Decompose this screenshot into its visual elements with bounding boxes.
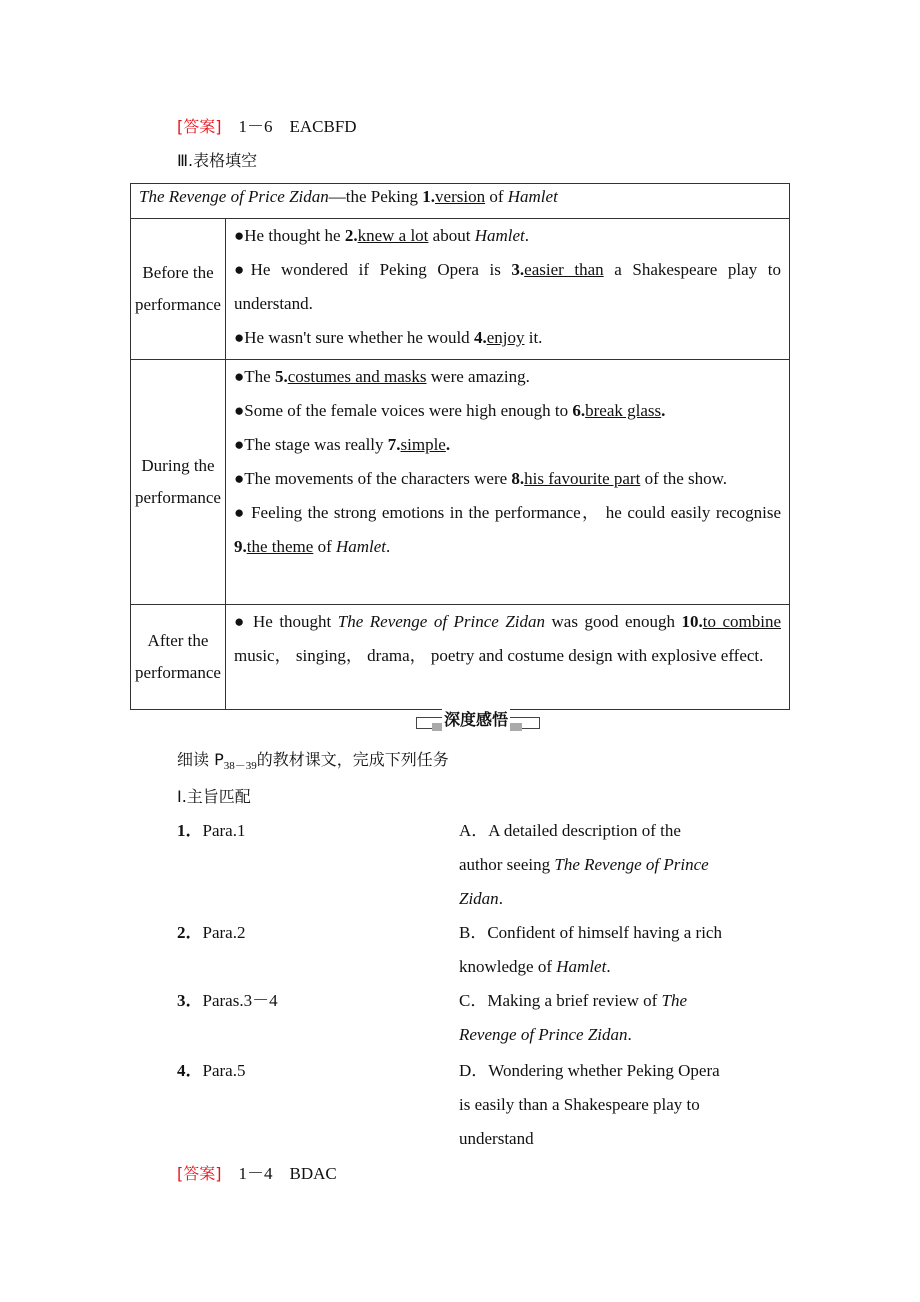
- bullet-item: [234, 394, 781, 428]
- answer-value: BDAC: [289, 1164, 337, 1183]
- table-header-row: [131, 184, 790, 219]
- text-segment: music， singing， drama， poetry and costume design with explosive effect.: [234, 646, 764, 665]
- row-label: Before the performance: [131, 219, 226, 360]
- answer-tag: [答案]: [177, 1164, 222, 1183]
- paragraph-item: [177, 814, 245, 848]
- text-segment: ●He thought he: [234, 226, 345, 245]
- answer-line-2: [177, 1159, 337, 1184]
- text-segment: simple: [400, 435, 446, 454]
- text-segment: The Revenge of Price Zidan: [139, 187, 329, 206]
- table-row: [131, 360, 790, 605]
- text-segment: ● Feeling the strong emotions in the performance， he could easily recognise: [234, 503, 781, 522]
- item-text: Para.2: [202, 923, 246, 942]
- instruction-sub: 38－39: [223, 760, 257, 773]
- text-segment: .: [524, 226, 529, 245]
- text-segment: A．A detailed description of the: [459, 821, 681, 840]
- text-segment: about: [428, 226, 475, 245]
- table-row: [131, 605, 790, 710]
- text-segment: Revenge of Prince Zidan: [459, 1025, 628, 1044]
- fill-in-table: [130, 183, 790, 710]
- summary-option: [459, 916, 722, 984]
- bullet-item: [234, 321, 781, 355]
- answer-range: 1－4: [238, 1164, 273, 1183]
- row-content: [226, 360, 790, 605]
- text-segment: knew a lot: [357, 226, 429, 245]
- text-segment: The: [661, 991, 688, 1010]
- answer-range: 1－6: [238, 117, 273, 136]
- paragraph-item: [177, 916, 245, 950]
- text-segment: .: [606, 957, 611, 976]
- option-line: [459, 950, 722, 984]
- banner-title: 深度感悟: [444, 710, 509, 729]
- text-segment: enjoy: [486, 328, 525, 347]
- text-segment: understand: [459, 1129, 534, 1148]
- text-segment: ●The: [234, 367, 275, 386]
- answer-tag: [答案]: [177, 117, 222, 136]
- item-text: Para.1: [202, 821, 246, 840]
- section-title-matching: Ⅰ.主旨匹配: [177, 787, 251, 806]
- text-segment: 10.: [681, 612, 703, 631]
- summary-option: [459, 984, 687, 1052]
- text-segment: is easily than a Shakespeare play to: [459, 1095, 700, 1114]
- option-line: [459, 984, 687, 1018]
- bullet-item: [234, 253, 781, 321]
- text-segment: costumes and masks: [287, 367, 427, 386]
- item-number: 4．: [177, 1061, 203, 1080]
- text-segment: Hamlet: [556, 957, 607, 976]
- text-segment: 6.: [572, 401, 586, 420]
- item-text: Para.5: [202, 1061, 246, 1080]
- option-line: [459, 814, 709, 848]
- answer-line-1: [177, 112, 357, 137]
- text-segment: of: [313, 537, 336, 556]
- bullet-item: [234, 428, 781, 462]
- text-segment: of: [485, 187, 508, 206]
- text-segment: .: [386, 537, 391, 556]
- row-label: After the performance: [131, 605, 226, 710]
- text-segment: Hamlet: [474, 226, 525, 245]
- bullet-item: [234, 462, 781, 496]
- text-segment: .: [627, 1025, 632, 1044]
- text-segment: of the show.: [640, 469, 728, 488]
- option-line: [459, 1088, 720, 1122]
- text-segment: .: [661, 401, 666, 420]
- text-segment: 2.: [344, 226, 358, 245]
- instruction-post: 的教材课文，完成下列任务: [256, 750, 449, 769]
- text-segment: to combine: [702, 612, 782, 631]
- section-title-table-fill: Ⅲ.表格填空: [177, 151, 258, 170]
- text-segment: 5.: [274, 367, 288, 386]
- text-segment: it.: [524, 328, 543, 347]
- text-segment: a Shakespeare play to understand.: [234, 260, 781, 313]
- row-content: [226, 219, 790, 360]
- text-segment: 9.: [234, 537, 247, 556]
- text-segment: ●The stage was really: [234, 435, 388, 454]
- bullet-item: [234, 219, 781, 253]
- text-segment: C．Making a brief review of: [459, 991, 662, 1010]
- summary-option: [459, 814, 709, 916]
- text-segment: 3.: [511, 260, 525, 279]
- text-segment: ● He thought: [234, 612, 338, 631]
- text-segment: .: [445, 435, 451, 454]
- text-segment: ●He wasn't sure whether he would: [234, 328, 474, 347]
- text-segment: author seeing: [459, 855, 555, 874]
- text-segment: D．Wondering whether Peking Opera: [459, 1061, 720, 1080]
- text-segment: 4.: [473, 328, 487, 347]
- bullet-item: [234, 496, 781, 564]
- option-line: [459, 1122, 720, 1156]
- text-segment: ●Some of the female voices were high enough to: [234, 401, 573, 420]
- text-segment: Hamlet: [335, 537, 387, 556]
- text-segment: were amazing.: [426, 367, 530, 386]
- text-segment: the theme: [246, 537, 314, 556]
- text-segment: 1.: [422, 187, 436, 206]
- option-line: [459, 1018, 687, 1052]
- item-number: 1．: [177, 821, 203, 840]
- text-segment: Zidan: [459, 889, 499, 908]
- instruction: [177, 747, 449, 773]
- text-segment: knowledge of: [459, 957, 557, 976]
- text-segment: ●He wondered if Peking Opera is: [234, 260, 512, 279]
- text-segment: 7.: [387, 435, 401, 454]
- option-line: [459, 882, 709, 916]
- text-segment: his favourite part: [524, 469, 641, 488]
- table-row: [131, 219, 790, 360]
- paragraph-item: [177, 1054, 245, 1088]
- text-segment: .: [498, 889, 503, 908]
- option-line: [459, 848, 709, 882]
- text-segment: —the Peking: [328, 187, 423, 206]
- summary-option: [459, 1054, 720, 1156]
- text-segment: Hamlet: [507, 187, 558, 206]
- item-number: 3．: [177, 991, 203, 1010]
- text-segment: The Revenge of Prince: [554, 855, 709, 874]
- text-segment: B．Confident of himself having a rich: [459, 923, 722, 942]
- text-segment: version: [435, 187, 486, 206]
- text-segment: ●The movements of the characters were: [234, 469, 512, 488]
- item-text: Paras.3－4: [202, 991, 278, 1010]
- text-segment: 8.: [511, 469, 525, 488]
- paragraph-item: [177, 984, 278, 1018]
- answer-value: EACBFD: [289, 117, 357, 136]
- table-header-cell: [131, 184, 790, 219]
- text-segment: was good enough: [545, 612, 682, 631]
- text-segment: break glass: [585, 401, 662, 420]
- text-segment: The Revenge of Prince Zidan: [337, 612, 546, 631]
- section-banner: [416, 709, 540, 733]
- row-content: [226, 605, 790, 710]
- option-line: [459, 916, 722, 950]
- instruction-pre: 细读 P: [177, 750, 224, 769]
- item-number: 2．: [177, 923, 203, 942]
- row-label: During the performance: [131, 360, 226, 605]
- option-line: [459, 1054, 720, 1088]
- bullet-item: [234, 360, 781, 394]
- text-segment: easier than: [524, 260, 604, 279]
- bullet-item: [234, 605, 781, 673]
